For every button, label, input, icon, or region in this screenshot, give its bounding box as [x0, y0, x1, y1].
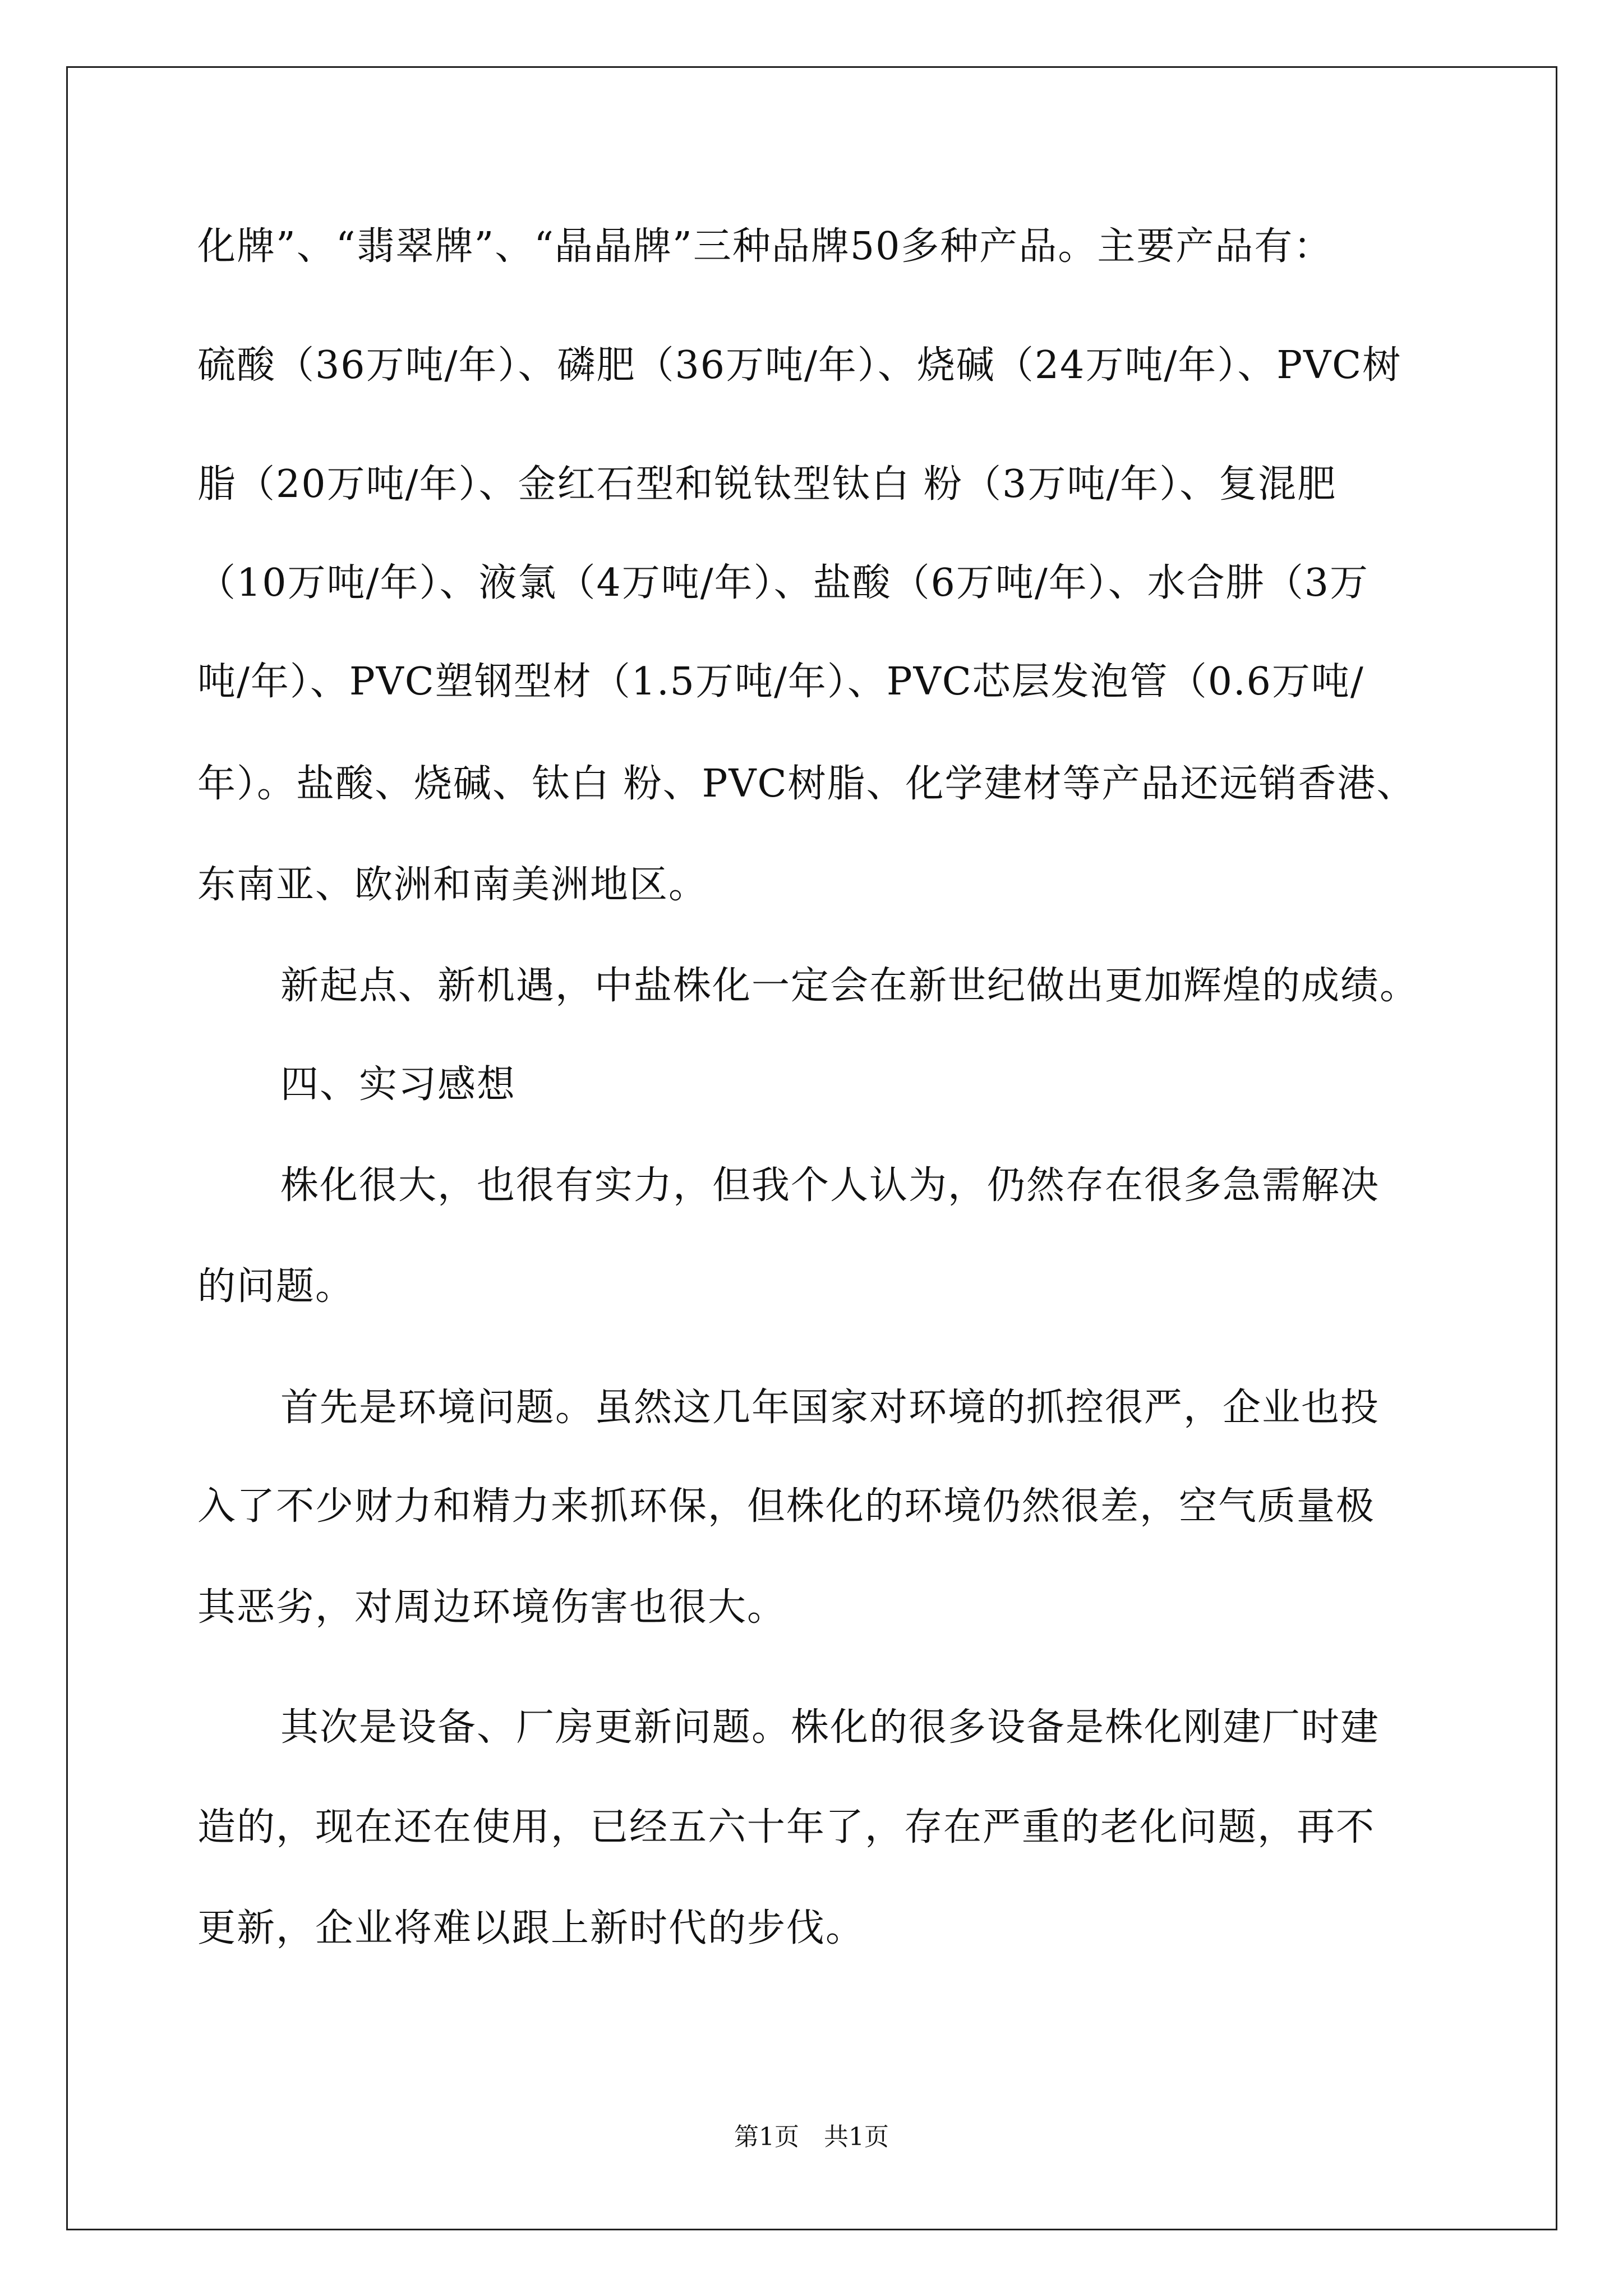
- paragraph-line: 吨/年）、PVC塑钢型材（1.5万吨/年）、PVC芯层发泡管（0.6万吨/: [197, 660, 1364, 704]
- paragraph-line: 年）。盐酸、烧碱、钛白 粉、PVC树脂、化学建材等产品还远销香港、: [197, 762, 1416, 806]
- paragraph-line: 东南亚、欧洲和南美洲地区。: [197, 863, 708, 907]
- paragraph-line: 的问题。: [197, 1264, 355, 1309]
- section-heading: 四、实习感想: [280, 1062, 517, 1107]
- paragraph-line: 其恶劣，对周边环境伤害也很大。: [197, 1585, 787, 1630]
- paragraph-line: 更新，企业将难以跟上新时代的步伐。: [197, 1906, 865, 1950]
- page-number: 第1页 共1页: [734, 2123, 889, 2151]
- paragraph-line: 株化很大，也很有实力，但我个人认为，仍然存在很多急需解决: [280, 1163, 1380, 1208]
- paragraph-line: 化牌”、“翡翠牌”、“晶晶牌”三种品牌50多种产品。主要产品有：: [197, 224, 1333, 269]
- paragraph-line: （10万吨/年）、液氯（4万吨/年）、盐酸（6万吨/年）、水合肼（3万: [197, 561, 1370, 605]
- paragraph-line: 其次是设备、厂房更新问题。株化的很多设备是株化刚建厂时建: [280, 1705, 1380, 1750]
- paragraph-line: 首先是环境问题。虽然这几年国家对环境的抓控很严，企业也投: [280, 1386, 1380, 1430]
- paragraph-line: 造的，现在还在使用，已经五六十年了，存在严重的老化问题，再不: [197, 1805, 1376, 1849]
- paragraph-line: 新起点、新机遇，中盐株化一定会在新世纪做出更加辉煌的成绩。: [280, 964, 1419, 1008]
- paragraph-line: 入了不少财力和精力来抓环保，但株化的环境仍然很差，空气质量极: [197, 1484, 1376, 1529]
- paragraph-line: 硫酸（36万吨/年）、磷肥（36万吨/年）、烧碱（24万吨/年）、PVC树: [197, 343, 1402, 388]
- paragraph-line: 脂（20万吨/年）、金红石型和锐钛型钛白 粉（3万吨/年）、复混肥: [197, 462, 1337, 507]
